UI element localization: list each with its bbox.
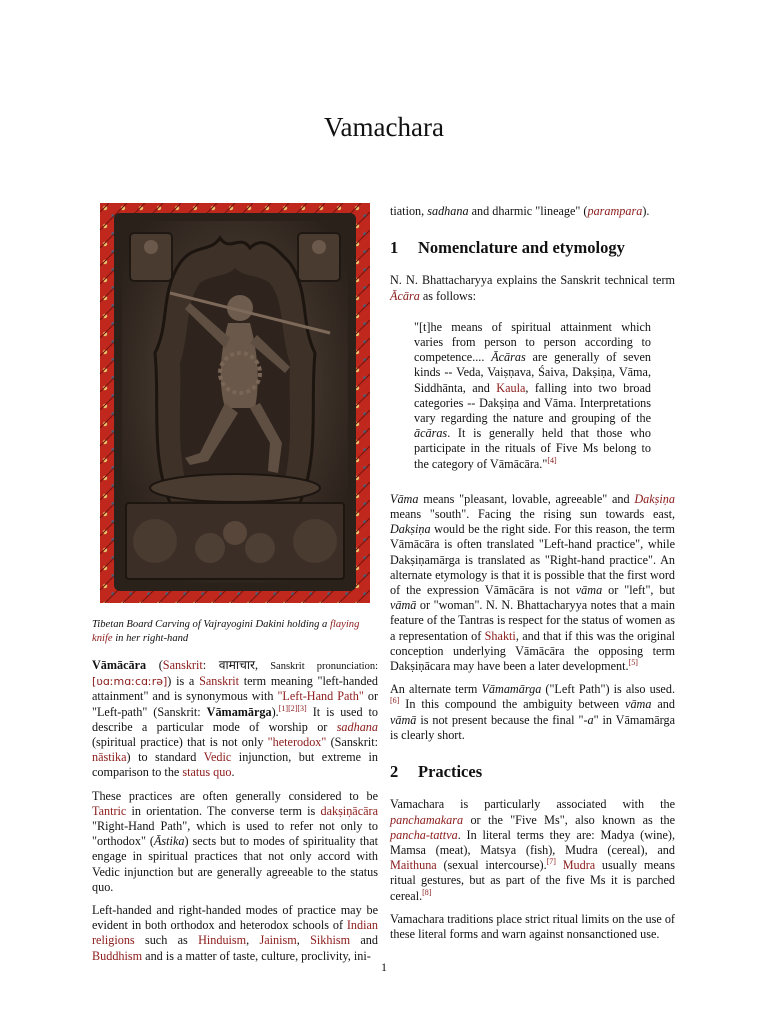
intro-paragraph — [92, 658, 378, 781]
section-number: 2 — [390, 762, 399, 782]
term-vama-long: vāmā — [390, 712, 417, 727]
ipa-link[interactable]: [ʋɑːmɑːcɑːrə] — [92, 675, 168, 689]
text: " in Vāmamārga is clearly short. — [390, 712, 675, 742]
sanskrit-link[interactable]: Sanskrit — [162, 658, 203, 672]
page-number: 1 — [381, 960, 387, 974]
left-column — [92, 658, 378, 972]
page-title: Vamachara — [324, 112, 444, 142]
section-title: Practices — [418, 762, 483, 782]
text: or "left", but — [602, 583, 675, 598]
left-hand-path-link[interactable]: "Left-Hand Path" — [277, 689, 364, 704]
modes-paragraph — [92, 903, 378, 964]
daksinacara-link[interactable]: dakṣiṇācāra — [320, 803, 378, 818]
shakti-link[interactable]: Shakti — [484, 628, 516, 643]
hinduism-link[interactable]: Hinduism — [198, 933, 247, 948]
text: Vamachara is particularly associated with the — [390, 797, 675, 812]
text: or "Left-path" (Sanskrit: — [92, 689, 379, 719]
term-vamamarga: Vāmamārga — [481, 682, 542, 697]
reference-links[interactable]: [1][2][3] — [278, 703, 307, 713]
right-column — [390, 204, 675, 950]
text: In this compound the ambiguity between — [399, 697, 626, 712]
term-vamamarga: Vāmamārga — [206, 704, 272, 719]
status-quo-link[interactable]: status quo — [182, 765, 232, 780]
term-acaras-lower: ācāras — [414, 426, 448, 441]
text: term meaning "left-handed attainment" and is synonymous with — [92, 674, 378, 704]
acara-link[interactable]: Ācāra — [390, 288, 420, 303]
parampara-link[interactable]: parampara — [587, 204, 643, 218]
text: Left-handed and right-handed modes of practice may be evident in both orthodox and heterodox schools of — [92, 903, 378, 933]
text: (sexual intercourse). — [436, 858, 547, 873]
maithuna-link[interactable]: Maithuna — [390, 858, 437, 873]
text: such as — [134, 933, 199, 948]
text: and is a matter of taste, culture, proclivity, ini- — [142, 948, 371, 963]
meaning-paragraph — [390, 492, 675, 674]
indian-religions-link[interactable]: Indian religions — [92, 918, 378, 948]
reference-link[interactable]: [6] — [390, 696, 400, 706]
text: N. N. Bhattacharyya explains the Sanskrit technical term — [390, 273, 675, 288]
text: "Right-Hand Path", which is used to refer not only to "orthodox" ( — [92, 819, 378, 849]
text: , falling into two broad categories -- Dakṣiṇa and Vāma. Interpretations vary regarding the nature and grouping of the — [414, 380, 652, 426]
nastika-link[interactable]: nāstika — [92, 750, 127, 765]
panchamakara-link[interactable]: panchamakara — [390, 812, 464, 827]
text: . It is generally held that those who participate in the rituals of Five Ms belong to the category of Vāmācāra." — [414, 426, 651, 471]
vajrayogini-carving-image — [100, 203, 370, 603]
text: or "woman". N. N. Bhattacharyya notes that a main feature of the Tantras is respect for the status of women as a representation of — [390, 598, 675, 643]
heterodox-link[interactable]: "heterodox" — [267, 735, 327, 750]
jainism-link[interactable]: Jainism — [259, 933, 297, 948]
figure-image — [100, 203, 370, 603]
vedic-link[interactable]: Vedic — [203, 750, 232, 765]
text: and — [651, 697, 675, 712]
text: usually means ritual gestures, but as part of the five Ms it is parched cereal. — [390, 858, 675, 903]
continued-paragraph — [390, 204, 675, 219]
figure-caption — [92, 618, 378, 646]
sanskrit-term-link[interactable]: Sanskrit — [199, 674, 240, 689]
text: means "pleasant, lovable, agreeable" and — [418, 491, 635, 506]
text: Vamachara traditions place strict ritual limits on the use of these literal forms and warn against nonsanctioned use. — [390, 911, 675, 941]
text: tiation, — [390, 204, 428, 218]
caption-text-end: in her right-hand — [112, 633, 189, 644]
reference-link[interactable]: [5] — [628, 658, 638, 668]
daksina-link[interactable]: Dakṣiṇa — [634, 491, 675, 506]
text: . In literal terms they are: Madya (wine), Mamsa (meat), Matsya (fish), Mudra (cereal), and — [390, 827, 675, 857]
text: . — [231, 765, 235, 780]
flaying-knife-link[interactable]: flaying knife — [92, 619, 360, 644]
term-vama-left: vāma — [575, 583, 603, 598]
text: It is used to describe a particular mode of worship or — [92, 704, 378, 734]
text: ) to standard — [126, 750, 204, 765]
term-vamacara: Vāmācāra — [92, 658, 147, 672]
tantric-paragraph — [92, 789, 378, 895]
devanagari-text: : वामाचार, — [202, 658, 259, 672]
term-vama: vāma — [625, 697, 652, 712]
section-number: 1 — [390, 238, 399, 258]
text: or the "Five Ms", also known as the — [463, 812, 675, 827]
term-vama: Vāma — [390, 491, 419, 506]
text: ) is a — [167, 674, 200, 689]
caption-text: Tibetan Board Carving of Vajrayogini Dakini holding a — [92, 619, 330, 630]
reference-link[interactable]: [8] — [422, 887, 432, 897]
text: , — [296, 933, 311, 948]
sadhana-link[interactable]: sadhana — [336, 719, 378, 734]
section-title: Nomenclature and etymology — [418, 238, 625, 258]
text: in orientation. The converse term is — [126, 803, 321, 818]
text: An alternate term — [390, 682, 482, 697]
text: ( — [146, 658, 163, 672]
text: ). — [271, 704, 279, 719]
text: , and that if this was the original conception underlying Vāmācāra the opposing term Dakṣiṇācara may have been a later development. — [390, 628, 675, 674]
text — [556, 858, 563, 872]
block-quote — [414, 320, 651, 472]
text: and dharmic "lineage" ( — [468, 204, 588, 218]
text: are generally of seven kinds -- Veda, Vaiṣṇava, Śaiva, Dakṣiṇa, Vāma, Siddhānta, and — [414, 350, 652, 395]
text: (Sanskrit: — [326, 735, 378, 750]
text: , — [246, 933, 260, 948]
text: ). — [642, 204, 650, 218]
text: would be the right side. For this reason, the term Vāmācāra is often translated "Left-hand practice", while Dakṣiṇamārga is translated as "Right-hand practice". An alternate etymology is that it is possible that the first word of the expression Vāmācāra is not — [390, 522, 675, 598]
text: injunction, but extreme in comparison to the — [92, 750, 378, 780]
term-suffix: -a — [583, 712, 594, 727]
term-vama-woman: vāmā — [390, 598, 417, 613]
practices-paragraph — [390, 797, 675, 903]
reference-link[interactable]: [4] — [547, 455, 557, 465]
text: and — [350, 933, 378, 948]
nomenclature-intro — [390, 273, 675, 303]
term-acaras: Ācāras — [491, 350, 526, 365]
term-astika: Āstika — [153, 834, 185, 849]
term-daksina: Dakṣiṇa — [390, 522, 431, 537]
alternate-term-paragraph — [390, 682, 675, 743]
text: "[t]he means of spiritual attainment which varies from person to person according to competence.... — [414, 319, 651, 365]
section-heading-nomenclature — [390, 238, 675, 258]
pancha-tattva-link[interactable]: pancha-tattva — [390, 827, 458, 842]
buddhism-link[interactable]: Buddhism — [92, 948, 143, 963]
pronunciation-label: Sanskrit pronunciation: — [258, 661, 378, 672]
text: These practices are often generally considered to be — [92, 788, 378, 803]
sikhism-link[interactable]: Sikhism — [310, 933, 351, 948]
text: ) sects but to modes of spirituality that engage in spiritual practices that not only accord with Vedic injunction but are generally agreeable to the status quo. — [92, 834, 379, 894]
tantric-link[interactable]: Tantric — [92, 803, 127, 818]
text: means "south". Facing the rising sun towards east, — [390, 507, 675, 522]
term-sadhana: sadhana — [427, 204, 469, 218]
mudra-link[interactable]: Mudra — [562, 858, 596, 873]
kaula-link[interactable]: Kaula — [496, 380, 526, 395]
text: (spiritual practice) that is not only — [92, 735, 268, 750]
text: as follows: — [419, 288, 476, 303]
reference-link[interactable]: [7] — [546, 857, 556, 867]
text: ("Left Path") is also used. — [541, 682, 675, 697]
traditions-paragraph — [390, 912, 675, 942]
section-heading-practices — [390, 762, 675, 782]
text: is not present because the final " — [416, 712, 584, 727]
